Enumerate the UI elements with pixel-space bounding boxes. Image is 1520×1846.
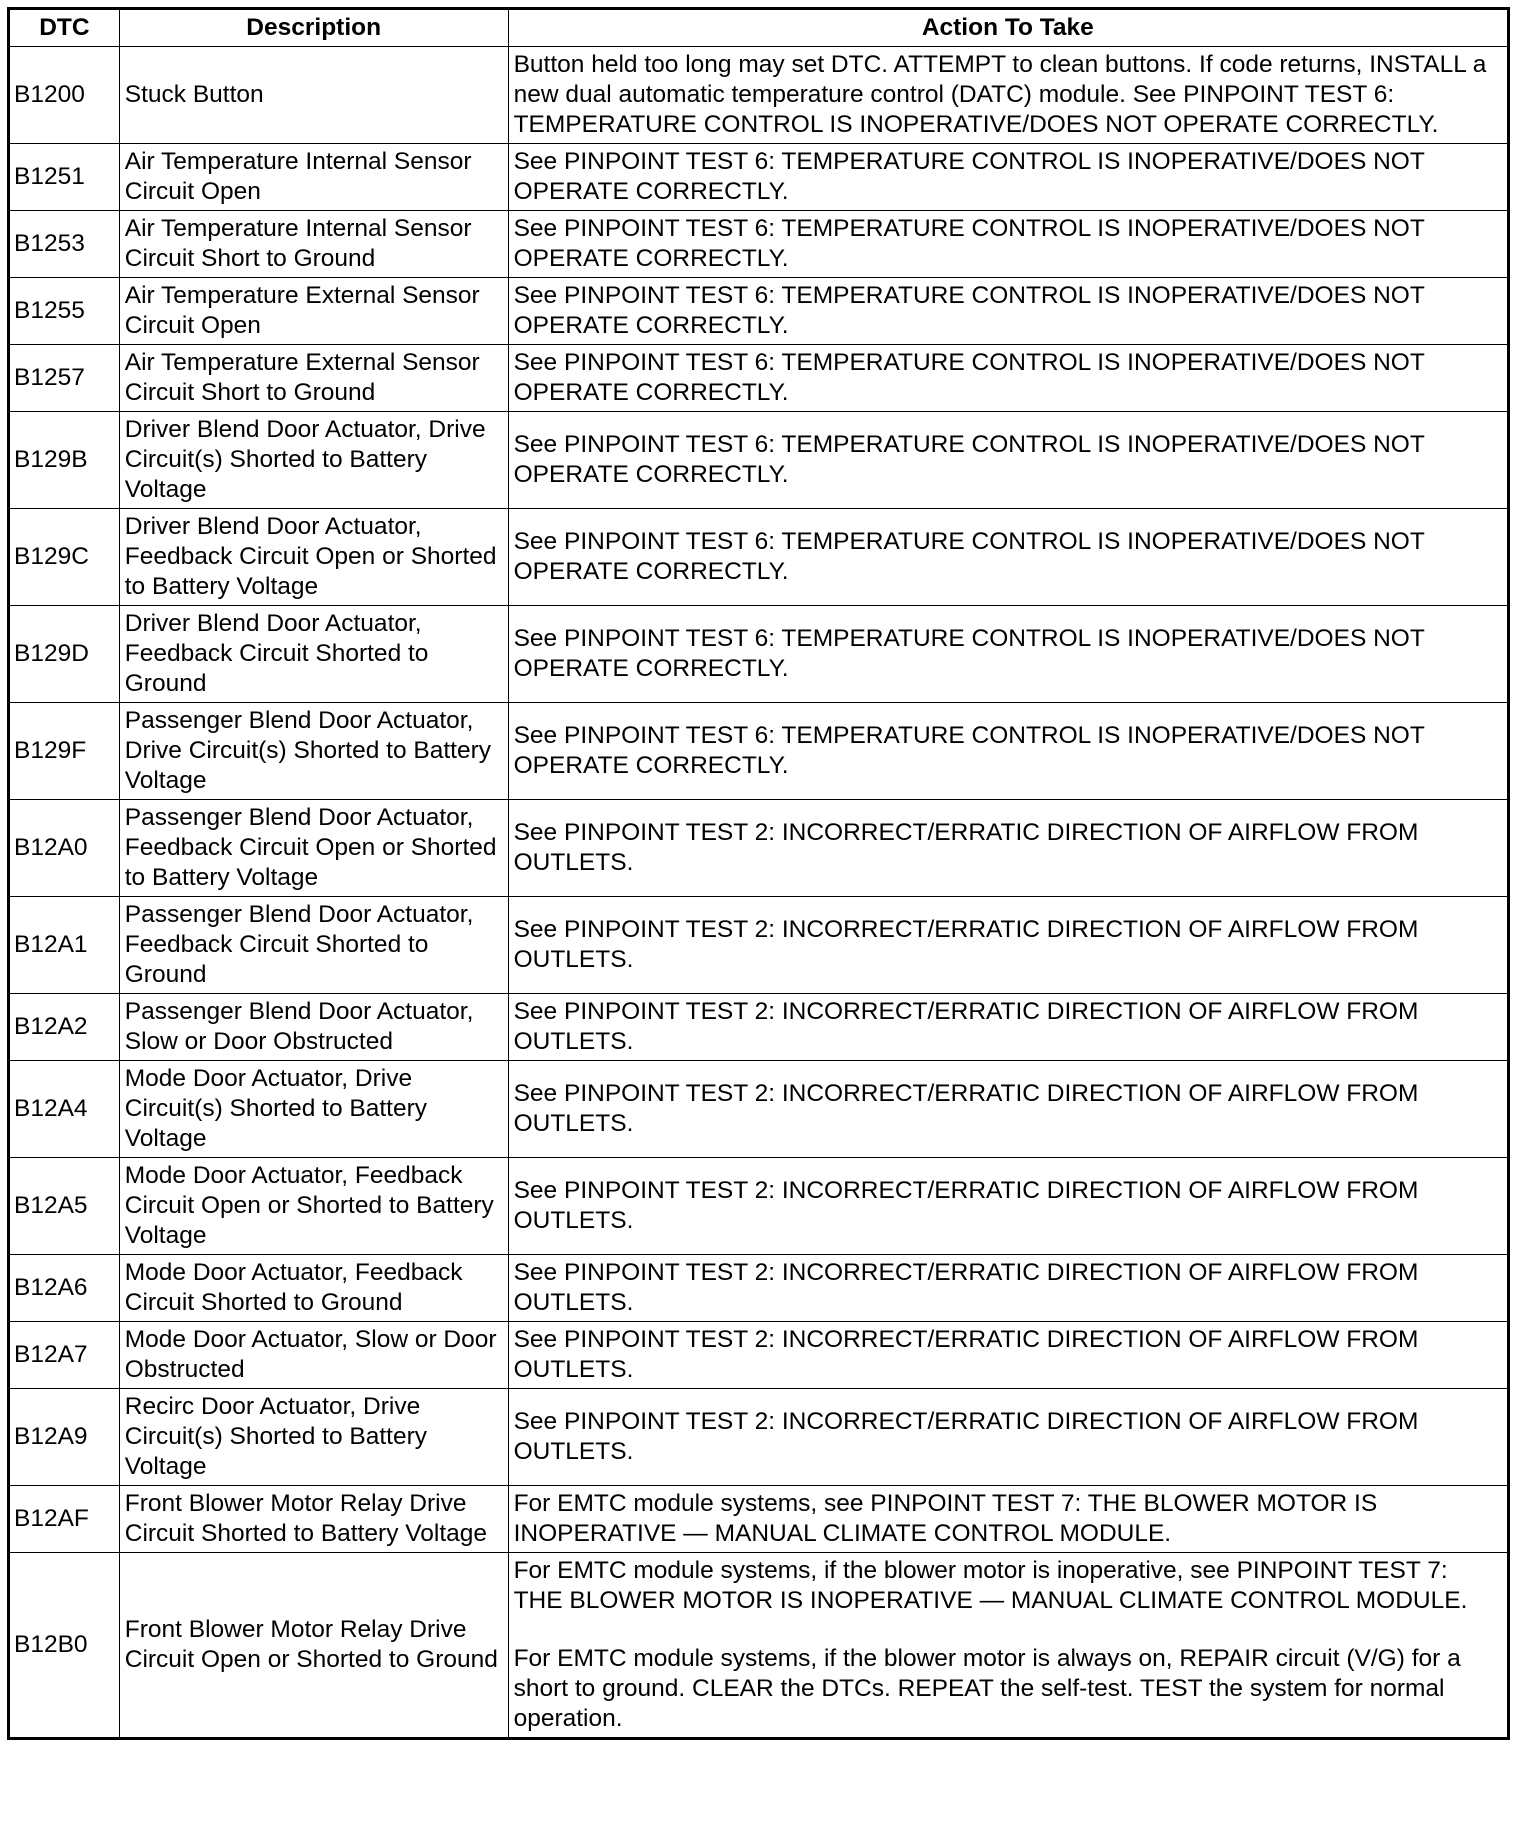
dtc-code-cell: B1251	[9, 144, 120, 211]
header-action: Action To Take	[508, 9, 1508, 47]
table-row	[9, 412, 1509, 509]
action-cell	[508, 1061, 1508, 1158]
action-cell	[508, 1389, 1508, 1486]
description-cell: Air Temperature External Sensor Circuit Short to Ground	[119, 345, 508, 412]
dtc-code-cell: B1255	[9, 278, 120, 345]
action-cell	[508, 1486, 1508, 1553]
dtc-code-cell: B1200	[9, 47, 120, 144]
description-cell: Air Temperature External Sensor Circuit Open	[119, 278, 508, 345]
action-paragraph: For EMTC module systems, if the blower motor is always on, REPAIR circuit (V/G) for a short to ground. CLEAR the DTCs. REPEAT the self-test. TEST the system for normal operation.	[513, 1645, 1461, 1732]
table-row	[9, 1553, 1509, 1739]
action-paragraph: See PINPOINT TEST 2: INCORRECT/ERRATIC DIRECTION OF AIRFLOW FROM OUTLETS.	[513, 1408, 1419, 1465]
table-row	[9, 1255, 1509, 1322]
action-paragraph: See PINPOINT TEST 6: TEMPERATURE CONTROL IS INOPERATIVE/DOES NOT OPERATE CORRECTLY.	[513, 431, 1425, 488]
dtc-code-cell: B12A1	[9, 897, 120, 994]
table-row	[9, 606, 1509, 703]
dtc-code-cell: B129B	[9, 412, 120, 509]
description-cell: Passenger Blend Door Actuator, Drive Circuit(s) Shorted to Battery Voltage	[119, 703, 508, 800]
action-cell	[508, 412, 1508, 509]
dtc-code-cell: B12A4	[9, 1061, 120, 1158]
action-cell	[508, 47, 1508, 144]
dtc-code-cell: B129D	[9, 606, 120, 703]
description-cell: Mode Door Actuator, Slow or Door Obstructed	[119, 1322, 508, 1389]
dtc-code-cell: B12AF	[9, 1486, 120, 1553]
description-cell: Passenger Blend Door Actuator, Feedback Circuit Shorted to Ground	[119, 897, 508, 994]
table-row	[9, 897, 1509, 994]
table-row	[9, 994, 1509, 1061]
dtc-code-cell: B12B0	[9, 1553, 120, 1739]
description-cell: Front Blower Motor Relay Drive Circuit Open or Shorted to Ground	[119, 1553, 508, 1739]
action-paragraph: See PINPOINT TEST 6: TEMPERATURE CONTROL IS INOPERATIVE/DOES NOT OPERATE CORRECTLY.	[513, 148, 1425, 205]
action-cell	[508, 211, 1508, 278]
header-description: Description	[119, 9, 508, 47]
action-paragraph: See PINPOINT TEST 2: INCORRECT/ERRATIC DIRECTION OF AIRFLOW FROM OUTLETS.	[513, 1259, 1419, 1316]
action-paragraph: See PINPOINT TEST 6: TEMPERATURE CONTROL IS INOPERATIVE/DOES NOT OPERATE CORRECTLY.	[513, 349, 1425, 406]
action-cell	[508, 1255, 1508, 1322]
description-cell: Driver Blend Door Actuator, Drive Circuit(s) Shorted to Battery Voltage	[119, 412, 508, 509]
action-paragraph: Button held too long may set DTC. ATTEMPT to clean buttons. If code returns, INSTALL a new dual automatic temperature control (DATC) module. See PINPOINT TEST 6: TEMPERATURE CONTROL IS INOPERATIVE/DOES NOT OPERATE CORRECTLY.	[513, 51, 1487, 138]
dtc-code-cell: B12A7	[9, 1322, 120, 1389]
dtc-code-cell: B1257	[9, 345, 120, 412]
action-paragraph: See PINPOINT TEST 6: TEMPERATURE CONTROL IS INOPERATIVE/DOES NOT OPERATE CORRECTLY.	[513, 625, 1425, 682]
action-paragraph: See PINPOINT TEST 2: INCORRECT/ERRATIC DIRECTION OF AIRFLOW FROM OUTLETS.	[513, 916, 1419, 973]
dtc-code-cell: B12A6	[9, 1255, 120, 1322]
dtc-code-cell: B12A0	[9, 800, 120, 897]
table-row	[9, 278, 1509, 345]
table-row	[9, 703, 1509, 800]
table-row	[9, 509, 1509, 606]
dtc-code-cell: B129C	[9, 509, 120, 606]
description-cell: Front Blower Motor Relay Drive Circuit Shorted to Battery Voltage	[119, 1486, 508, 1553]
action-paragraph: See PINPOINT TEST 6: TEMPERATURE CONTROL IS INOPERATIVE/DOES NOT OPERATE CORRECTLY.	[513, 722, 1425, 779]
action-cell	[508, 345, 1508, 412]
action-paragraph: See PINPOINT TEST 6: TEMPERATURE CONTROL IS INOPERATIVE/DOES NOT OPERATE CORRECTLY.	[513, 215, 1425, 272]
table-row	[9, 47, 1509, 144]
dtc-code-cell: B129F	[9, 703, 120, 800]
description-cell: Recirc Door Actuator, Drive Circuit(s) Shorted to Battery Voltage	[119, 1389, 508, 1486]
action-paragraph: For EMTC module systems, if the blower motor is inoperative, see PINPOINT TEST 7: THE BLOWER MOTOR IS INOPERATIVE — MANUAL CLIMATE CONTROL MODULE.	[513, 1557, 1468, 1614]
action-paragraph: For EMTC module systems, see PINPOINT TEST 7: THE BLOWER MOTOR IS INOPERATIVE — MANUAL CLIMATE CONTROL MODULE.	[513, 1490, 1378, 1547]
description-cell: Mode Door Actuator, Feedback Circuit Open or Shorted to Battery Voltage	[119, 1158, 508, 1255]
dtc-code-cell: B12A5	[9, 1158, 120, 1255]
action-cell	[508, 278, 1508, 345]
dtc-code-cell: B12A9	[9, 1389, 120, 1486]
action-paragraph: See PINPOINT TEST 2: INCORRECT/ERRATIC DIRECTION OF AIRFLOW FROM OUTLETS.	[513, 998, 1419, 1055]
action-paragraph: See PINPOINT TEST 2: INCORRECT/ERRATIC DIRECTION OF AIRFLOW FROM OUTLETS.	[513, 1326, 1419, 1383]
action-paragraph: See PINPOINT TEST 6: TEMPERATURE CONTROL IS INOPERATIVE/DOES NOT OPERATE CORRECTLY.	[513, 282, 1425, 339]
description-cell: Mode Door Actuator, Drive Circuit(s) Shorted to Battery Voltage	[119, 1061, 508, 1158]
table-row	[9, 1061, 1509, 1158]
action-cell	[508, 509, 1508, 606]
description-cell: Stuck Button	[119, 47, 508, 144]
action-cell	[508, 1553, 1508, 1739]
table-row	[9, 144, 1509, 211]
table-body	[9, 47, 1509, 1739]
dtc-code-cell: B12A2	[9, 994, 120, 1061]
action-cell	[508, 1158, 1508, 1255]
table-row	[9, 800, 1509, 897]
action-cell	[508, 897, 1508, 994]
action-cell	[508, 606, 1508, 703]
description-cell: Driver Blend Door Actuator, Feedback Circuit Shorted to Ground	[119, 606, 508, 703]
table-header-row	[9, 9, 1509, 47]
description-cell: Air Temperature Internal Sensor Circuit Short to Ground	[119, 211, 508, 278]
table-row	[9, 345, 1509, 412]
action-cell	[508, 703, 1508, 800]
action-cell	[508, 144, 1508, 211]
description-cell: Passenger Blend Door Actuator, Feedback Circuit Open or Shorted to Battery Voltage	[119, 800, 508, 897]
description-cell: Air Temperature Internal Sensor Circuit Open	[119, 144, 508, 211]
action-paragraph: See PINPOINT TEST 2: INCORRECT/ERRATIC DIRECTION OF AIRFLOW FROM OUTLETS.	[513, 1080, 1419, 1137]
header-dtc: DTC	[9, 9, 120, 47]
action-paragraph: See PINPOINT TEST 2: INCORRECT/ERRATIC DIRECTION OF AIRFLOW FROM OUTLETS.	[513, 1177, 1419, 1234]
dtc-table	[7, 7, 1510, 1740]
description-cell: Passenger Blend Door Actuator, Slow or Door Obstructed	[119, 994, 508, 1061]
action-paragraph: See PINPOINT TEST 6: TEMPERATURE CONTROL IS INOPERATIVE/DOES NOT OPERATE CORRECTLY.	[513, 528, 1425, 585]
dtc-code-cell: B1253	[9, 211, 120, 278]
table-row	[9, 211, 1509, 278]
action-cell	[508, 994, 1508, 1061]
action-paragraph: See PINPOINT TEST 2: INCORRECT/ERRATIC DIRECTION OF AIRFLOW FROM OUTLETS.	[513, 819, 1419, 876]
action-cell	[508, 1322, 1508, 1389]
table-row	[9, 1486, 1509, 1553]
description-cell: Driver Blend Door Actuator, Feedback Circuit Open or Shorted to Battery Voltage	[119, 509, 508, 606]
table-row	[9, 1158, 1509, 1255]
description-cell: Mode Door Actuator, Feedback Circuit Shorted to Ground	[119, 1255, 508, 1322]
table-row	[9, 1389, 1509, 1486]
action-cell	[508, 800, 1508, 897]
table-row	[9, 1322, 1509, 1389]
